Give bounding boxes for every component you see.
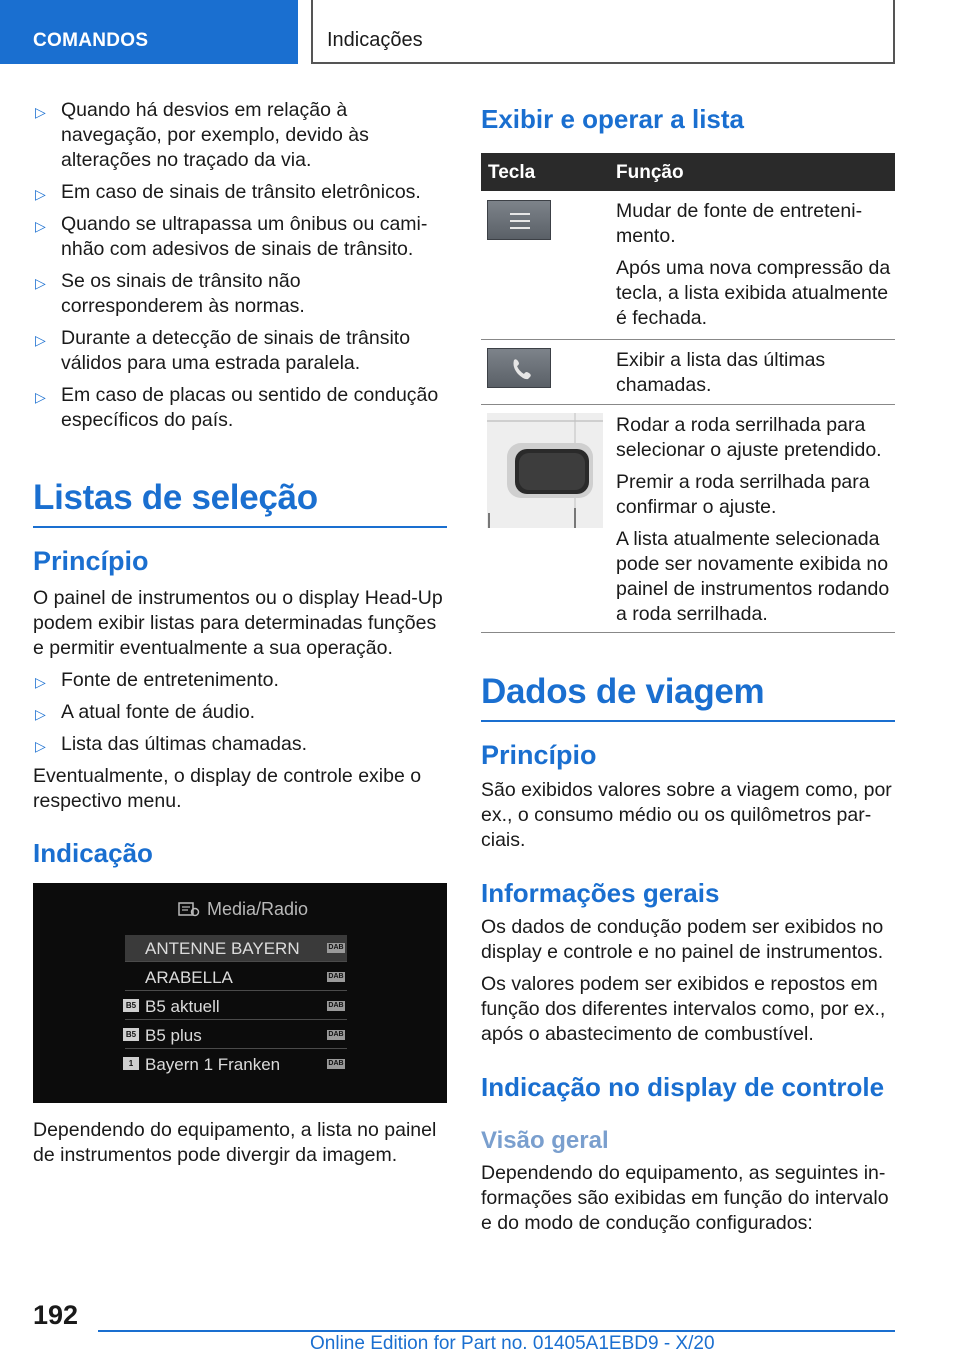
- heading-principio: Princípio: [33, 546, 149, 576]
- thumbwheel-icon: [487, 413, 603, 528]
- dab-tag: DAB: [328, 944, 344, 951]
- heading-indicacao-display: Indicação no display de controle: [481, 1072, 885, 1102]
- triangle-bullet-icon: ▷: [35, 389, 46, 405]
- page-number: 192: [33, 1300, 79, 1330]
- display-caption: Dependendo do equipamento, a lista no painel de instrumentos pode divergir da imagem.: [33, 1119, 437, 1166]
- station-logo-badge: B5: [123, 999, 139, 1012]
- triangle-bullet-icon: ▷: [35, 674, 46, 690]
- triangle-bullet-icon: ▷: [35, 186, 46, 202]
- list-item: ▷ Lista das últimas chamadas.: [33, 732, 447, 757]
- triangle-bullet-icon: ▷: [35, 218, 46, 234]
- principio-text: O painel de instrumentos ou o display Head-Up podem exibir listas para determinadas funções e permitir eventualmente a sua operação.: [33, 587, 443, 659]
- list-item: ▷ Em caso de placas ou sentido de condução específicos do país.: [35, 384, 439, 431]
- heading-listas-de-selecao: Listas de seleção: [33, 478, 447, 528]
- info-paragraph-1: Os dados de condução podem ser exibidos no display e controle e no painel de instrumentos.: [481, 916, 884, 963]
- media-radio-icon: [178, 900, 200, 918]
- column-header-tecla: Tecla: [488, 162, 536, 183]
- list-item: ▷ Se os sinais de trânsito não corresponderem às normas.: [35, 270, 305, 317]
- triangle-bullet-icon: ▷: [35, 275, 46, 291]
- station-row: B5 B5 plus DAB: [125, 1022, 347, 1049]
- heading-informacoes-gerais: Informações gerais: [481, 878, 720, 908]
- instrument-display-screenshot: [33, 883, 447, 1103]
- table-row: Exibir a lista das últimas chamadas.: [481, 340, 895, 405]
- display-title: Media/Radio: [207, 899, 309, 919]
- heading-dados-de-viagem: Dados de viagem: [481, 672, 895, 722]
- list-item: ▷ Em caso de sinais de trânsito eletrônicos.: [33, 180, 447, 205]
- list-item: ▷ Quando há desvios em relação à navegação, por exemplo, devido às alterações no traçado da via.: [35, 99, 369, 171]
- list-item: ▷ Quando se ultrapassa um ônibus ou caminhão com adesivos de sinais de trânsito.: [35, 213, 428, 260]
- station-logo-badge: 1: [123, 1057, 139, 1070]
- list-item: ▷ Durante a detecção de sinais de trânsito válidos para uma estrada paralela.: [35, 327, 411, 374]
- source-bullet-list: [33, 668, 447, 764]
- menu-note-text: Eventualmente, o display de controle exibe o respectivo menu.: [33, 765, 422, 812]
- footer-divider: [98, 1330, 895, 1332]
- section-tab: COMANDOS: [0, 0, 298, 64]
- station-row: B5 B5 aktuell DAB: [125, 993, 347, 1020]
- triangle-bullet-icon: ▷: [35, 706, 46, 722]
- heading-indicacao: Indicação: [33, 838, 153, 868]
- list-button-icon: [487, 200, 551, 240]
- triangle-bullet-icon: ▷: [35, 738, 46, 754]
- list-item: ▷ Fonte de entretenimento.: [33, 668, 447, 693]
- column-header-funcao: Função: [616, 162, 684, 183]
- heading-principio-dados: Princípio: [481, 740, 597, 770]
- table-row: Mudar de fonte de entretenimento. Após uma nova compressão da tecla, a lista exibida atualmente é fechada.: [481, 191, 895, 340]
- dados-principio-text: São exibidos valores sobre a viagem como, por ex., o consumo médio ou os quilômetros parciais.: [481, 779, 892, 851]
- station-row: ARABELLA DAB: [125, 964, 347, 991]
- visao-geral-text: Dependendo do equipamento, as seguintes informações são exibidas em função do intervalo e do modo de condução configurados:: [481, 1162, 889, 1234]
- dab-tag: DAB: [328, 1002, 344, 1009]
- station-row: ANTENNE BAYERN DAB: [125, 935, 347, 962]
- station-logo-badge: B5: [123, 1028, 139, 1041]
- dab-tag: DAB: [328, 1060, 344, 1067]
- triangle-bullet-icon: ▷: [35, 104, 46, 120]
- phone-button-icon: [487, 348, 551, 388]
- dab-tag: DAB: [328, 973, 344, 980]
- footer-edition: Online Edition for Part no. 01405A1EBD9 - X/20: [310, 1333, 715, 1354]
- heading-visao-geral: Visão geral: [481, 1127, 609, 1154]
- station-row: 1 Bayern 1 Franken DAB: [125, 1051, 347, 1078]
- info-paragraph-2: Os valores podem ser exibidos e repostos em função dos diferentes intervalos como, por ex., após o abastecimento de combustível.: [481, 973, 886, 1045]
- topic-tab: Indicações: [311, 0, 895, 64]
- list-item: ▷ A atual fonte de áudio.: [33, 700, 447, 725]
- table-row: Rodar a roda serrilhada para selecionar o ajuste pretendido. Premir a roda serrilhada para confirmar o ajuste. A lista atualmente selecionada pode ser novamente exibida no painel de instrumentos rodando a roda serrilhada.: [481, 405, 895, 633]
- triangle-bullet-icon: ▷: [35, 332, 46, 348]
- heading-exibir-operar: Exibir e operar a lista: [481, 104, 745, 134]
- dab-tag: DAB: [328, 1031, 344, 1038]
- intro-bullet-list: [33, 98, 447, 440]
- table-header: [481, 153, 895, 191]
